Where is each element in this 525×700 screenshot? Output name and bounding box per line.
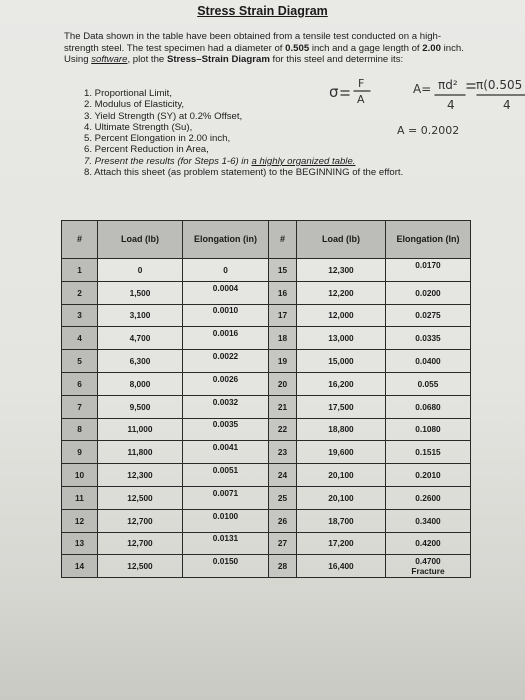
gage-length-value: 2.00 bbox=[422, 42, 441, 54]
task-item bbox=[84, 156, 484, 167]
cell-value: 0.0200 bbox=[415, 287, 441, 298]
cell-value: 3 bbox=[77, 310, 82, 321]
table-row bbox=[62, 555, 471, 578]
cell-value: 0.0032 bbox=[212, 396, 239, 407]
table-row bbox=[62, 486, 471, 509]
cell-value: 12,500 bbox=[127, 561, 153, 572]
svg-text:A = 0.2002: A = 0.2002 bbox=[397, 124, 460, 137]
elongation-cell bbox=[386, 372, 471, 395]
tensile-data-table bbox=[61, 220, 471, 578]
cell-value: 0.0680 bbox=[415, 401, 441, 412]
row-index bbox=[269, 509, 297, 532]
cell-value: 18,800 bbox=[328, 424, 354, 435]
table-row bbox=[62, 350, 471, 373]
cell-value: 0.4200 bbox=[415, 538, 441, 549]
load-cell bbox=[297, 555, 386, 578]
load-cell bbox=[98, 486, 183, 509]
cell-value: 17,200 bbox=[328, 538, 354, 549]
cell-value: 0.055 bbox=[417, 378, 439, 389]
elongation-cell bbox=[386, 281, 471, 304]
svg-text:4: 4 bbox=[503, 98, 511, 112]
cell-value: 0.2010 bbox=[415, 470, 441, 481]
cell-value: 16,200 bbox=[328, 378, 354, 389]
svg-text:F: F bbox=[358, 77, 365, 90]
elongation-cell bbox=[183, 372, 269, 395]
cell-value: 0.0026 bbox=[212, 373, 239, 384]
elongation-cell bbox=[386, 395, 471, 418]
elongation-cell bbox=[386, 509, 471, 532]
cell-value: 0.0010 bbox=[212, 305, 239, 316]
task-7-text: 7. Present the results (for Steps 1-6) in bbox=[84, 155, 252, 167]
cell-value: 19 bbox=[277, 356, 288, 367]
cell-value: 12,300 bbox=[328, 264, 354, 275]
cell-value: 6 bbox=[77, 378, 82, 389]
task-item: 4. Ultimate Strength (Su), bbox=[84, 121, 193, 133]
row-index bbox=[62, 555, 98, 578]
cell-value: 0.0100 bbox=[212, 510, 239, 521]
cell-value: 24 bbox=[277, 470, 288, 481]
cell-value: 25 bbox=[277, 492, 288, 503]
load-cell bbox=[98, 441, 183, 464]
elongation-cell bbox=[183, 281, 269, 304]
row-index bbox=[62, 327, 98, 350]
intro-text-3: inch. Using bbox=[64, 42, 464, 66]
elongation-cell bbox=[386, 418, 471, 441]
load-cell bbox=[98, 327, 183, 350]
cell-value: 1 bbox=[77, 264, 82, 275]
cell-value: 20,100 bbox=[328, 492, 354, 503]
elongation-cell bbox=[183, 259, 269, 282]
fracture-label: Fracture bbox=[411, 566, 445, 577]
cell-value: 0 bbox=[223, 264, 228, 275]
svg-text:A: A bbox=[357, 93, 365, 106]
elongation-cell bbox=[386, 350, 471, 373]
cell-value: 0.0131 bbox=[212, 533, 239, 544]
table-row bbox=[62, 395, 471, 418]
cell-value: 0.0275 bbox=[415, 310, 441, 321]
cell-value: 9,500 bbox=[129, 401, 151, 412]
load-cell bbox=[297, 441, 386, 464]
row-index bbox=[62, 281, 98, 304]
table-row bbox=[62, 418, 471, 441]
elongation-cell bbox=[183, 509, 269, 532]
cell-value: 12,000 bbox=[328, 310, 354, 321]
row-index bbox=[62, 372, 98, 395]
cell-value: 0.3400 bbox=[415, 515, 441, 526]
table-row bbox=[62, 281, 471, 304]
row-index bbox=[269, 486, 297, 509]
software-link: software bbox=[91, 54, 128, 66]
elongation-cell bbox=[183, 327, 269, 350]
load-cell bbox=[297, 281, 386, 304]
elongation-cell bbox=[386, 304, 471, 327]
row-index bbox=[62, 350, 98, 373]
cell-value: 0.1515 bbox=[415, 447, 441, 458]
diagram-name: Stress–Strain Diagram bbox=[166, 54, 270, 66]
cell-value: 10 bbox=[74, 470, 85, 481]
intro-text-4: , plot the bbox=[127, 54, 167, 66]
header-elongation: Elongation (in) bbox=[183, 221, 269, 259]
cell-value: 12,700 bbox=[127, 538, 153, 549]
elongation-cell bbox=[183, 486, 269, 509]
row-index bbox=[269, 418, 297, 441]
cell-value: 16 bbox=[277, 287, 288, 298]
table-row bbox=[62, 259, 471, 282]
cell-value: 27 bbox=[277, 538, 288, 549]
load-cell bbox=[98, 418, 183, 441]
cell-value: 8 bbox=[77, 424, 82, 435]
cell-value: 22 bbox=[277, 424, 288, 435]
cell-value: 0.0041 bbox=[212, 442, 239, 453]
cell-value: 0.1080 bbox=[415, 424, 441, 435]
row-index bbox=[269, 350, 297, 373]
elongation-cell bbox=[183, 395, 269, 418]
cell-value: 0.0022 bbox=[212, 351, 239, 362]
header-load: Load (lb) bbox=[297, 221, 386, 259]
cell-value: 15 bbox=[277, 264, 288, 275]
svg-text:σ: σ bbox=[329, 83, 339, 101]
load-cell bbox=[297, 372, 386, 395]
cell-value: 0.0150 bbox=[212, 556, 239, 567]
task-item: 5. Percent Elongation in 2.00 inch, bbox=[84, 133, 231, 145]
cell-value: 12,300 bbox=[127, 470, 153, 481]
cell-value: 0.0004 bbox=[212, 282, 239, 293]
cell-value: 2 bbox=[77, 287, 82, 298]
cell-value: 7 bbox=[77, 401, 82, 412]
cell-value: 21 bbox=[277, 401, 288, 412]
row-index bbox=[269, 555, 297, 578]
final-elongation-stack bbox=[386, 556, 470, 576]
handwritten-notes bbox=[325, 70, 525, 145]
table-row bbox=[62, 532, 471, 555]
table-row bbox=[62, 304, 471, 327]
cell-value: 0.4700 bbox=[415, 556, 441, 567]
cell-value: 11,000 bbox=[127, 424, 153, 435]
cell-value: 17 bbox=[277, 310, 288, 321]
task-item: 1. Proportional Limit, bbox=[84, 88, 172, 99]
load-cell bbox=[98, 304, 183, 327]
load-cell bbox=[297, 327, 386, 350]
load-cell bbox=[297, 395, 386, 418]
load-cell bbox=[98, 555, 183, 578]
svg-text:πd²: πd² bbox=[438, 78, 458, 92]
row-index bbox=[62, 304, 98, 327]
elongation-cell bbox=[386, 441, 471, 464]
cell-value: 0.0071 bbox=[212, 487, 239, 498]
svg-text:4: 4 bbox=[447, 98, 455, 112]
cell-value: 18 bbox=[277, 333, 288, 344]
load-cell bbox=[297, 304, 386, 327]
load-cell bbox=[297, 464, 386, 487]
intro-text-1: The Data shown in the table have been obtained from a tensile test conducted on a high-strength steel. The test specimen had a diameter of bbox=[64, 31, 442, 54]
cell-value: 4 bbox=[77, 333, 82, 344]
load-cell bbox=[98, 350, 183, 373]
load-cell bbox=[98, 532, 183, 555]
row-index bbox=[269, 532, 297, 555]
row-index bbox=[269, 441, 297, 464]
cell-value: 9 bbox=[77, 447, 82, 458]
load-cell bbox=[98, 372, 183, 395]
elongation-cell bbox=[183, 304, 269, 327]
load-cell bbox=[297, 509, 386, 532]
row-index bbox=[62, 441, 98, 464]
load-cell bbox=[297, 532, 386, 555]
cell-value: 3,100 bbox=[129, 310, 151, 321]
cell-value: 0.0035 bbox=[212, 419, 239, 430]
cell-value: 26 bbox=[277, 515, 288, 526]
row-index bbox=[62, 532, 98, 555]
table-row bbox=[62, 441, 471, 464]
task-7-emphasis: a highly organized table. bbox=[251, 155, 356, 167]
elongation-cell bbox=[183, 555, 269, 578]
load-cell bbox=[98, 281, 183, 304]
elongation-cell bbox=[183, 532, 269, 555]
cell-value: 0.2600 bbox=[415, 492, 441, 503]
cell-value: 12 bbox=[74, 515, 85, 526]
table-row bbox=[62, 327, 471, 350]
cell-value: 14 bbox=[74, 561, 85, 572]
table-row bbox=[62, 464, 471, 487]
cell-value: 16,400 bbox=[328, 561, 354, 572]
cell-value: 19,600 bbox=[328, 447, 354, 458]
row-index bbox=[62, 464, 98, 487]
elongation-cell bbox=[386, 532, 471, 555]
row-index bbox=[269, 372, 297, 395]
diameter-value: 0.505 bbox=[285, 42, 310, 54]
cell-value: 4,700 bbox=[129, 333, 151, 344]
cell-value: 11,800 bbox=[127, 447, 153, 458]
cell-value: 8,000 bbox=[129, 378, 151, 389]
row-index bbox=[62, 509, 98, 532]
load-cell bbox=[297, 486, 386, 509]
cell-value: 12,700 bbox=[127, 515, 153, 526]
intro-text-5: for this steel and determine its: bbox=[269, 54, 404, 66]
cell-value: 0.0335 bbox=[415, 333, 441, 344]
table-row bbox=[62, 509, 471, 532]
elongation-cell bbox=[183, 350, 269, 373]
row-index bbox=[62, 418, 98, 441]
cell-value: 0.0016 bbox=[212, 328, 239, 339]
table-row bbox=[62, 372, 471, 395]
cell-value: 11 bbox=[75, 492, 84, 503]
load-cell bbox=[98, 464, 183, 487]
load-cell bbox=[297, 418, 386, 441]
task-item: 2. Modulus of Elasticity, bbox=[84, 99, 185, 111]
page-title: Stress Strain Diagram bbox=[197, 4, 328, 18]
elongation-cell bbox=[386, 555, 471, 578]
header-index: # bbox=[269, 221, 297, 259]
svg-text:π(0.505: π(0.505 bbox=[476, 78, 523, 92]
load-cell bbox=[98, 259, 183, 282]
row-index bbox=[269, 395, 297, 418]
cell-value: 12,200 bbox=[328, 287, 354, 298]
task-item: 3. Yield Strength (SY) at 0.2% Offset, bbox=[84, 110, 243, 122]
elongation-cell bbox=[386, 259, 471, 282]
load-cell bbox=[98, 395, 183, 418]
table-header-row bbox=[62, 221, 471, 259]
header-load: Load (lb) bbox=[98, 221, 183, 259]
elongation-cell bbox=[183, 464, 269, 487]
load-cell bbox=[297, 259, 386, 282]
elongation-cell bbox=[183, 418, 269, 441]
cell-value: 12,500 bbox=[127, 492, 153, 503]
cell-value: 1,500 bbox=[129, 287, 151, 298]
cell-value: 0.0400 bbox=[415, 356, 441, 367]
cell-value: 0.0170 bbox=[415, 259, 441, 270]
row-index bbox=[62, 259, 98, 282]
row-index bbox=[62, 486, 98, 509]
elongation-cell bbox=[183, 441, 269, 464]
load-cell bbox=[98, 509, 183, 532]
problem-statement bbox=[64, 31, 464, 66]
row-index bbox=[269, 464, 297, 487]
cell-value: 23 bbox=[277, 447, 288, 458]
header-elongation: Elongation (In) bbox=[386, 221, 471, 259]
cell-value: 0.0051 bbox=[212, 465, 239, 476]
row-index bbox=[62, 395, 98, 418]
elongation-cell bbox=[386, 464, 471, 487]
cell-value: 20,100 bbox=[328, 470, 354, 481]
cell-value: 6,300 bbox=[129, 356, 151, 367]
cell-value: 17,500 bbox=[328, 401, 354, 412]
row-index bbox=[269, 281, 297, 304]
cell-value: 18,700 bbox=[328, 515, 354, 526]
svg-text:A=: A= bbox=[413, 82, 432, 96]
row-index bbox=[269, 304, 297, 327]
cell-value: 13 bbox=[74, 538, 85, 549]
header-index: # bbox=[62, 221, 98, 259]
cell-value: 28 bbox=[277, 561, 288, 572]
elongation-cell bbox=[386, 327, 471, 350]
task-item: 6. Percent Reduction in Area, bbox=[84, 144, 209, 156]
load-cell bbox=[297, 350, 386, 373]
row-index bbox=[269, 259, 297, 282]
cell-value: 20 bbox=[277, 378, 288, 389]
cell-value: 13,000 bbox=[328, 333, 354, 344]
cell-value: 15,000 bbox=[328, 356, 354, 367]
task-item: 8. Attach this sheet (as problem statement) to the BEGINNING of the effort. bbox=[84, 167, 404, 179]
cell-value: 0 bbox=[137, 264, 143, 275]
row-index bbox=[269, 327, 297, 350]
intro-text-2: inch and a gage length of bbox=[309, 42, 423, 54]
cell-value: 5 bbox=[77, 356, 82, 367]
elongation-cell bbox=[386, 486, 471, 509]
